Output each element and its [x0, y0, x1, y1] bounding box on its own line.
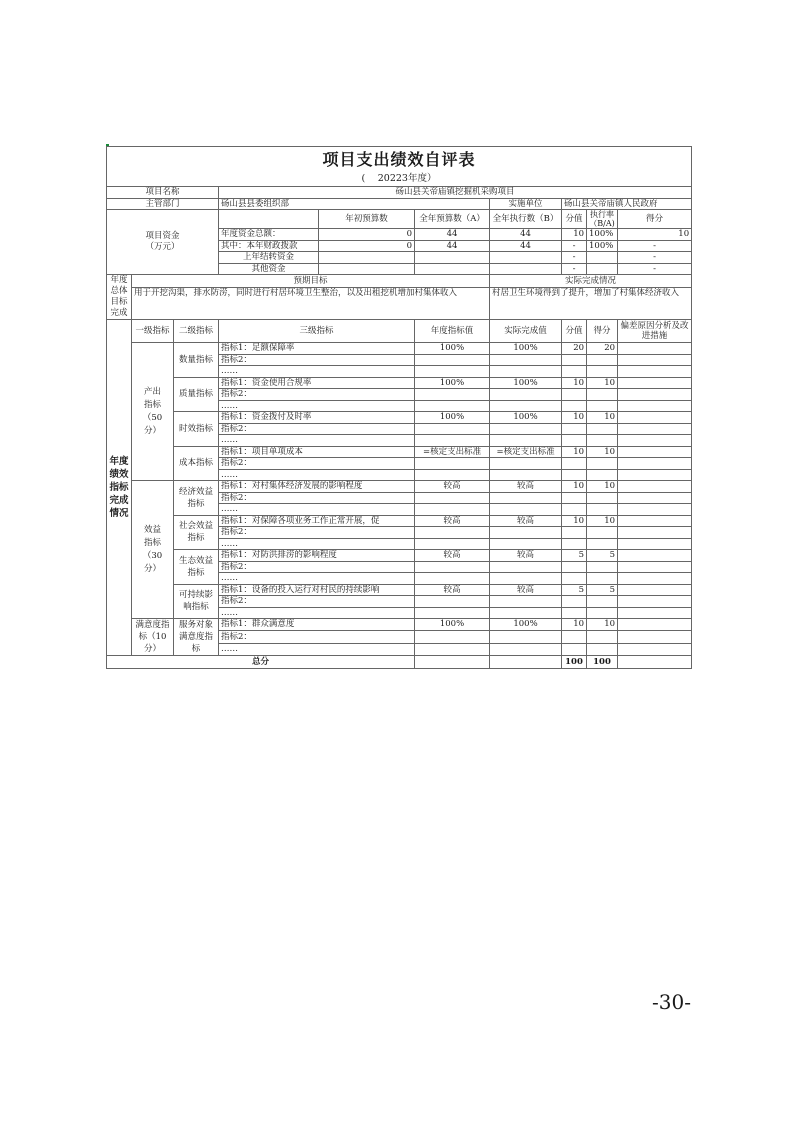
empty-cell: [415, 458, 490, 470]
indicator-2: 指标2：: [219, 354, 415, 366]
indicator-reason: [618, 619, 692, 631]
empty-cell: [415, 643, 490, 655]
indicator-reason: [618, 584, 692, 596]
empty-cell: [490, 400, 562, 412]
indicator-actual: 100%: [490, 412, 562, 424]
indicator-1: 指标1：资金使用合规率: [219, 377, 415, 389]
fund-label: [107, 210, 219, 275]
fund-row-got: -: [618, 263, 692, 275]
got-header: 得分: [587, 320, 618, 343]
lvl2-item: 社会效益指标: [174, 515, 219, 550]
fund-row-initial: [319, 263, 415, 275]
empty-cell: [490, 366, 562, 378]
empty-cell: [587, 607, 618, 619]
page-number: -30-: [652, 990, 691, 1014]
empty-cell: [618, 366, 692, 378]
lvl1-group: 效益指标（30分）: [132, 481, 174, 619]
lvl2-item: 成本指标: [174, 446, 219, 481]
fund-row-exec: 44: [490, 240, 562, 252]
dept-value: 砀山县县委组织部: [219, 198, 490, 210]
empty-cell: [587, 492, 618, 504]
total-empty-2: [490, 656, 562, 669]
lvl2-item: 可持续影响指标: [174, 584, 219, 619]
empty-cell: [562, 607, 587, 619]
expected-label: 预期目标: [132, 275, 490, 288]
empty-cell: [587, 596, 618, 608]
fund-row-rate: 100%: [587, 229, 618, 241]
lvl1-group: 产出指标（50分）: [132, 343, 174, 481]
indicator-target: 较高: [415, 515, 490, 527]
expected-text: 用于开挖沟渠，排水防涝，同时进行村居环境卫生整治，以及出租挖机增加村集体收入: [132, 288, 490, 320]
indicator-3: ……: [219, 643, 415, 655]
empty-cell: [490, 607, 562, 619]
fund-row-annual: [415, 263, 490, 275]
indicator-2: 指标2：: [219, 596, 415, 608]
empty-cell: [415, 538, 490, 550]
indicator-score: 10: [562, 481, 587, 493]
indicator-score: 10: [562, 619, 587, 631]
indicator-got: 10: [587, 619, 618, 631]
fund-row-label: 其他资金: [219, 263, 319, 275]
empty-cell: [587, 389, 618, 401]
fund-row-annual: 44: [415, 229, 490, 241]
indicator-actual: 100%: [490, 343, 562, 355]
indicator-got: 10: [587, 481, 618, 493]
fund-header-blank: [219, 210, 319, 229]
empty-cell: [618, 527, 692, 539]
empty-cell: [490, 631, 562, 643]
indicator-got: 10: [587, 412, 618, 424]
empty-cell: [415, 354, 490, 366]
empty-cell: [415, 469, 490, 481]
fund-row-got: -: [618, 240, 692, 252]
empty-cell: [490, 458, 562, 470]
empty-cell: [562, 643, 587, 655]
fund-row-score: 10: [562, 229, 587, 241]
indicator-3: ……: [219, 607, 415, 619]
empty-cell: [562, 366, 587, 378]
empty-cell: [618, 561, 692, 573]
col-got: 得分: [618, 210, 692, 229]
col-annual: 全年预算数（A）: [415, 210, 490, 229]
empty-cell: [587, 469, 618, 481]
fund-row-exec: [490, 263, 562, 275]
indicator-2: 指标2：: [219, 492, 415, 504]
empty-cell: [562, 435, 587, 447]
actual-label: 实际完成情况: [490, 275, 692, 288]
empty-cell: [587, 527, 618, 539]
lvl2-header: 二级指标: [174, 320, 219, 343]
fund-row-initial: [319, 252, 415, 264]
empty-cell: [618, 492, 692, 504]
empty-cell: [562, 492, 587, 504]
empty-cell: [490, 435, 562, 447]
indicator-actual: 100%: [490, 619, 562, 631]
indicator-actual: 较高: [490, 481, 562, 493]
indicator-got: 5: [587, 584, 618, 596]
empty-cell: [587, 423, 618, 435]
reason-header: 偏差原因分析及改进措施: [618, 320, 692, 343]
empty-cell: [415, 631, 490, 643]
col-exec: 全年执行数（B）: [490, 210, 562, 229]
empty-cell: [618, 423, 692, 435]
indicator-2: 指标2：: [219, 458, 415, 470]
indicator-target: 较高: [415, 584, 490, 596]
empty-cell: [587, 400, 618, 412]
empty-cell: [490, 354, 562, 366]
empty-cell: [415, 423, 490, 435]
lvl1-group: 满意度指标（10分）: [132, 619, 174, 656]
indicator-reason: [618, 550, 692, 562]
lvl2-item: 服务对象满意度指标: [174, 619, 219, 656]
indicator-3: ……: [219, 400, 415, 412]
actual-val-header: 实际完成值: [490, 320, 562, 343]
lvl3-header: 三级指标: [219, 320, 415, 343]
empty-cell: [587, 458, 618, 470]
empty-cell: [490, 423, 562, 435]
indicator-reason: [618, 412, 692, 424]
empty-cell: [562, 423, 587, 435]
total-got: 100: [587, 656, 618, 669]
empty-cell: [490, 504, 562, 516]
empty-cell: [490, 643, 562, 655]
indicator-got: 10: [587, 377, 618, 389]
empty-cell: [562, 538, 587, 550]
empty-cell: [562, 527, 587, 539]
fund-row-label: 其中：本年财政拨款: [219, 240, 319, 252]
empty-cell: [490, 527, 562, 539]
lvl1-header: 一级指标: [132, 320, 174, 343]
empty-cell: [587, 504, 618, 516]
empty-cell: [618, 607, 692, 619]
fund-row-got: 10: [618, 229, 692, 241]
fund-row-initial: 0: [319, 229, 415, 241]
project-name-value: 砀山县关帝庙镇挖掘机采购项目: [219, 187, 692, 199]
lvl2-item: 质量指标: [174, 377, 219, 412]
indicator-1: 指标1：对村集体经济发展的影响程度: [219, 481, 415, 493]
empty-cell: [490, 469, 562, 481]
indicator-score: 5: [562, 584, 587, 596]
fund-row-exec: [490, 252, 562, 264]
empty-cell: [618, 538, 692, 550]
project-name-label: 项目名称: [107, 187, 219, 199]
indicator-score: 10: [562, 377, 587, 389]
indicator-target: 较高: [415, 550, 490, 562]
sheet-year: ( 20223年度）: [106, 172, 692, 186]
empty-cell: [415, 504, 490, 516]
empty-cell: [587, 631, 618, 643]
indicator-actual: =核定支出标准: [490, 446, 562, 458]
empty-cell: [415, 561, 490, 573]
actual-text: 村居卫生环境得到了提升，增加了村集体经济收入: [490, 288, 692, 320]
lvl2-item: 时效指标: [174, 412, 219, 447]
fund-row-exec: 44: [490, 229, 562, 241]
total-label: 总分: [107, 656, 415, 669]
indicator-3: ……: [219, 573, 415, 585]
empty-cell: [618, 573, 692, 585]
lvl2-item: 经济效益指标: [174, 481, 219, 516]
indicator-1: 指标1：资金拨付及时率: [219, 412, 415, 424]
fund-row-rate: [587, 263, 618, 275]
empty-cell: [415, 573, 490, 585]
indicator-reason: [618, 377, 692, 389]
fund-row-annual: [415, 252, 490, 264]
empty-cell: [415, 607, 490, 619]
indicator-score: 5: [562, 550, 587, 562]
indicator-score: 10: [562, 412, 587, 424]
total-empty-1: [415, 656, 490, 669]
empty-cell: [415, 366, 490, 378]
empty-cell: [618, 504, 692, 516]
target-header: 年度指标值: [415, 320, 490, 343]
lvl2-item: 生态效益指标: [174, 550, 219, 585]
empty-cell: [618, 469, 692, 481]
indicator-actual: 较高: [490, 515, 562, 527]
indicator-got: 5: [587, 550, 618, 562]
empty-cell: [415, 596, 490, 608]
sheet-title: 项目支出绩效自评表: [106, 146, 692, 173]
col-rate: 执行率（B/A): [587, 210, 618, 229]
fund-row-label: 年度资金总额：: [219, 229, 319, 241]
empty-cell: [562, 469, 587, 481]
indicator-score: 10: [562, 446, 587, 458]
empty-cell: [415, 400, 490, 412]
empty-cell: [562, 400, 587, 412]
indicator-1: 指标1：群众满意度: [219, 619, 415, 631]
fund-row-got: -: [618, 252, 692, 264]
dept-label: 主管部门: [107, 198, 219, 210]
fund-label-text: 项目资金 （万元）: [145, 231, 180, 252]
empty-cell: [618, 354, 692, 366]
indicator-2: 指标2：: [219, 631, 415, 643]
perf-side-label: 年度绩效指标完成情况: [107, 320, 132, 656]
empty-cell: [490, 596, 562, 608]
empty-cell: [562, 561, 587, 573]
empty-cell: [587, 643, 618, 655]
empty-cell: [587, 561, 618, 573]
indicator-got: 10: [587, 446, 618, 458]
indicator-reason: [618, 446, 692, 458]
fund-row-score: -: [562, 252, 587, 264]
empty-cell: [618, 435, 692, 447]
total-score: 100: [562, 656, 587, 669]
empty-cell: [562, 631, 587, 643]
empty-cell: [562, 389, 587, 401]
indicator-2: 指标2：: [219, 389, 415, 401]
indicator-1: 指标1：足额保障率: [219, 343, 415, 355]
fund-row-annual: 44: [415, 240, 490, 252]
empty-cell: [562, 596, 587, 608]
indicator-reason: [618, 481, 692, 493]
indicator-3: ……: [219, 504, 415, 516]
indicator-3: ……: [219, 435, 415, 447]
impl-unit-value: 砀山县关帝庙镇人民政府: [562, 198, 692, 210]
empty-cell: [490, 492, 562, 504]
indicator-2: 指标2：: [219, 527, 415, 539]
empty-cell: [415, 527, 490, 539]
empty-cell: [618, 389, 692, 401]
empty-cell: [490, 561, 562, 573]
empty-cell: [562, 354, 587, 366]
evaluation-table: [106, 186, 692, 669]
impl-unit-label: 实施单位: [490, 198, 562, 210]
indicator-1: 指标1：对保障各项业务工作正常开展，促: [219, 515, 415, 527]
empty-cell: [618, 643, 692, 655]
lvl2-item: 数量指标: [174, 343, 219, 378]
empty-cell: [618, 400, 692, 412]
indicator-3: ……: [219, 469, 415, 481]
score-header: 分值: [562, 320, 587, 343]
indicator-got: 10: [587, 515, 618, 527]
empty-cell: [562, 573, 587, 585]
indicator-1: 指标1：设备的投入运行对村民的持续影响: [219, 584, 415, 596]
indicator-2: 指标2：: [219, 561, 415, 573]
empty-cell: [562, 458, 587, 470]
indicator-reason: [618, 515, 692, 527]
indicator-1: 指标1：项目单项成本: [219, 446, 415, 458]
indicator-target: 100%: [415, 619, 490, 631]
indicator-target: 100%: [415, 377, 490, 389]
empty-cell: [618, 596, 692, 608]
empty-cell: [562, 504, 587, 516]
empty-cell: [618, 458, 692, 470]
indicator-3: ……: [219, 366, 415, 378]
indicator-2: 指标2：: [219, 423, 415, 435]
empty-cell: [415, 492, 490, 504]
fund-row-rate: [587, 252, 618, 264]
col-score: 分值: [562, 210, 587, 229]
indicator-actual: 较高: [490, 550, 562, 562]
indicator-got: 20: [587, 343, 618, 355]
indicator-actual: 较高: [490, 584, 562, 596]
fund-row-score: -: [562, 240, 587, 252]
empty-cell: [415, 389, 490, 401]
indicator-reason: [618, 343, 692, 355]
empty-cell: [415, 435, 490, 447]
fund-row-initial: 0: [319, 240, 415, 252]
total-empty-3: [618, 656, 692, 669]
fund-row-label: 上年结转资金: [219, 252, 319, 264]
empty-cell: [587, 366, 618, 378]
empty-cell: [618, 631, 692, 643]
fund-row-rate: 100%: [587, 240, 618, 252]
goal-side-label: 年度总体目标完成: [107, 275, 132, 320]
empty-cell: [587, 435, 618, 447]
empty-cell: [587, 573, 618, 585]
empty-cell: [587, 354, 618, 366]
col-initial: 年初预算数: [319, 210, 415, 229]
indicator-3: ……: [219, 538, 415, 550]
empty-cell: [587, 538, 618, 550]
empty-cell: [490, 389, 562, 401]
indicator-target: 100%: [415, 343, 490, 355]
indicator-target: 较高: [415, 481, 490, 493]
indicator-1: 指标1：对防洪排涝的影响程度: [219, 550, 415, 562]
indicator-target: =核定支出标准: [415, 446, 490, 458]
empty-cell: [490, 573, 562, 585]
indicator-target: 100%: [415, 412, 490, 424]
empty-cell: [490, 538, 562, 550]
indicator-actual: 100%: [490, 377, 562, 389]
fund-row-score: -: [562, 263, 587, 275]
indicator-score: 20: [562, 343, 587, 355]
indicator-score: 10: [562, 515, 587, 527]
